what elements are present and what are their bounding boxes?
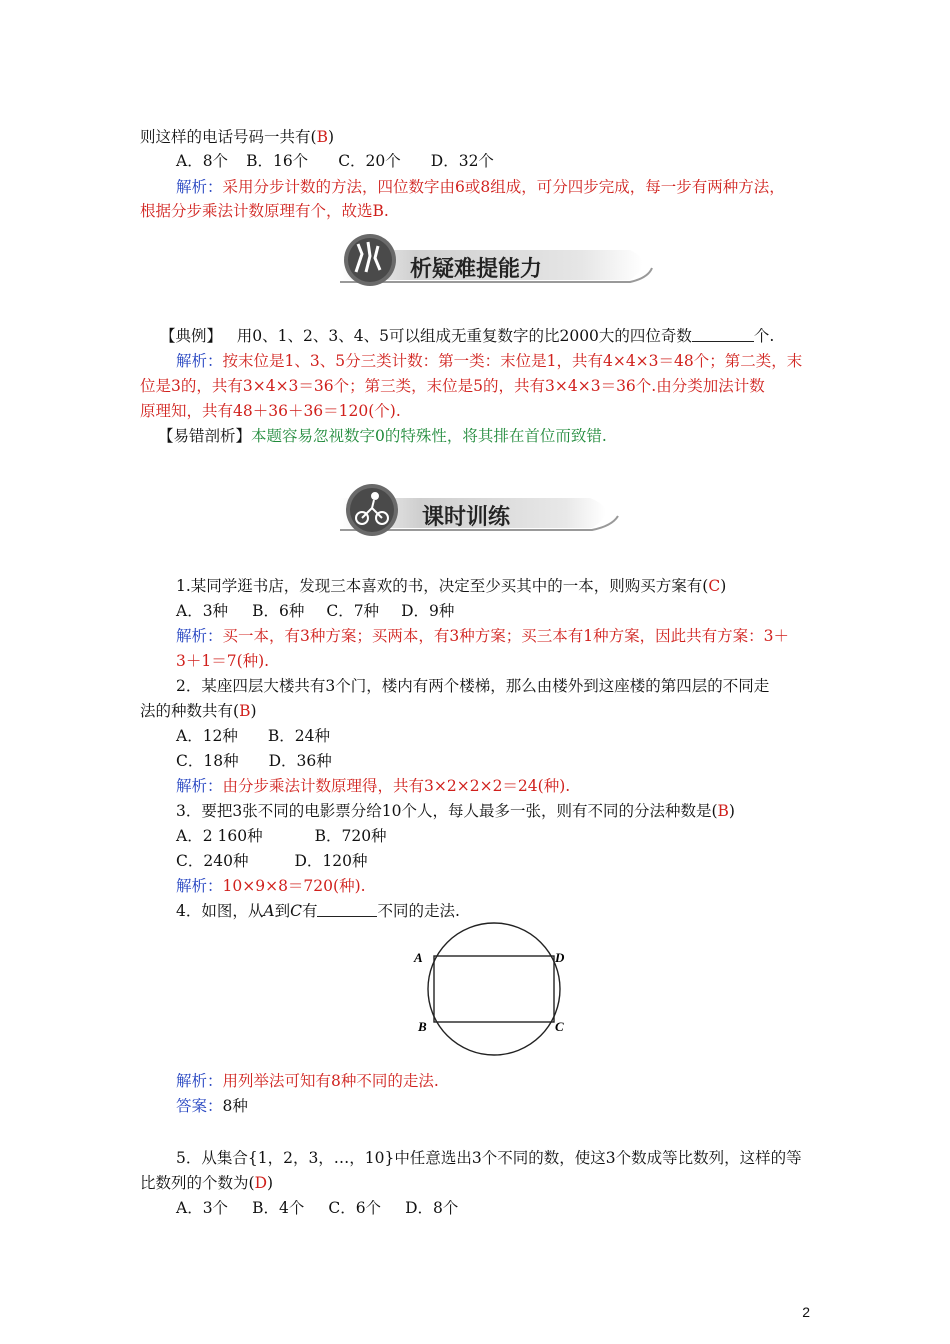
- options-row: C．240种 D．120种: [176, 852, 368, 870]
- question-3-stem: 3．要把3张不同的电影票分给10个人，每人最多一张，则有不同的分法种数是(B): [176, 802, 735, 820]
- options-row: A．3个 B．4个 C．6个 D．8个: [176, 1199, 459, 1217]
- section-banner-analysis: [330, 230, 660, 290]
- error-analysis: 【易错剖析】本题容易忽视数字0的特殊性，将其排在首位而致错.: [158, 427, 607, 445]
- banner-title: 课时训练: [422, 505, 511, 530]
- question-1-stem: 1.某同学逛书店，发现三本喜欢的书，决定至少买其中的一本，则购买方案有(C): [176, 577, 727, 595]
- label-d: D: [555, 950, 565, 965]
- options-row: A．12种 B．24种: [176, 727, 331, 745]
- example-stem: 【典例】 用0、1、2、3、4、5可以组成无重复数字的比2000大的四位奇数 个.: [160, 327, 775, 345]
- answer-line: 答案：8种: [176, 1097, 248, 1115]
- label-c: C: [555, 1019, 564, 1034]
- answer-letter: B: [239, 702, 251, 720]
- options-row: A．2 160种 B．720种: [176, 827, 387, 845]
- label-b: B: [418, 1019, 427, 1034]
- answer-blank: [317, 902, 377, 917]
- analysis-line: 解析：按末位是1、3、5分三类计数：第一类：末位是1，共有4×4×3＝48个；第二类，末: [176, 352, 803, 370]
- answer-letter: C: [708, 577, 721, 595]
- question-5-stem: 5．从集合{1，2，3，…，10}中任意选出3个不同的数，使这3个数成等比数列，这样的等: [176, 1149, 802, 1167]
- question-stem: 则这样的电话号码一共有(B): [140, 128, 335, 146]
- options-row: C．18种 D．36种: [176, 752, 332, 770]
- answer-letter: B: [316, 128, 328, 146]
- banner-title: 析疑难提能力: [410, 257, 543, 282]
- label-a: A: [414, 950, 423, 965]
- options-row: A．8个 B．16个 C．20个 D．32个: [176, 152, 494, 170]
- page-number: 2: [802, 1304, 810, 1320]
- answer-blank: [692, 327, 754, 342]
- analysis-line: 解析：买一本，有3种方案；买两本，有3种方案；买三本有1种方案，因此共有方案：3＋: [176, 627, 789, 645]
- analysis-line: 原理知，共有48＋36＋36＝120(个).: [140, 402, 401, 420]
- circle-rectangle-figure: [412, 922, 572, 1057]
- analysis-line: 3＋1＝7(种).: [176, 652, 270, 670]
- analysis-line: 解析：由分步乘法计数原理得，共有3×2×2×2＝24(种).: [176, 777, 571, 795]
- question-2-stem: 法的种数共有(B): [140, 702, 257, 720]
- analysis-line: 根据分步乘法计数原理有个，故选B.: [140, 202, 389, 220]
- options-row: A．3种 B．6种 C．7种 D．9种: [176, 602, 455, 620]
- answer-letter: B: [717, 802, 729, 820]
- question-4-stem: 4．如图，从A到C有 不同的走法.: [176, 902, 460, 920]
- analysis-line: 解析：10×9×8＝720(种).: [176, 877, 366, 895]
- analysis-line: 解析：用列举法可知有8种不同的走法.: [176, 1072, 439, 1090]
- analysis-line: 解析：采用分步计数的方法，四位数字由6或8组成，可分四步完成，每一步有两种方法，: [176, 178, 785, 196]
- analysis-line: 位是3的，共有3×4×3＝36个；第三类，末位是5的，共有3×4×3＝36个.由分类加法计数: [140, 377, 765, 395]
- section-banner-practice: [330, 478, 630, 540]
- answer-letter: D: [254, 1174, 268, 1192]
- question-5-stem: 比数列的个数为(D): [140, 1174, 274, 1192]
- circle-shape: [428, 923, 560, 1055]
- rectangle-shape: [434, 956, 554, 1022]
- question-2-stem: 2．某座四层大楼共有3个门，楼内有两个楼梯，那么由楼外到这座楼的第四层的不同走: [176, 677, 770, 695]
